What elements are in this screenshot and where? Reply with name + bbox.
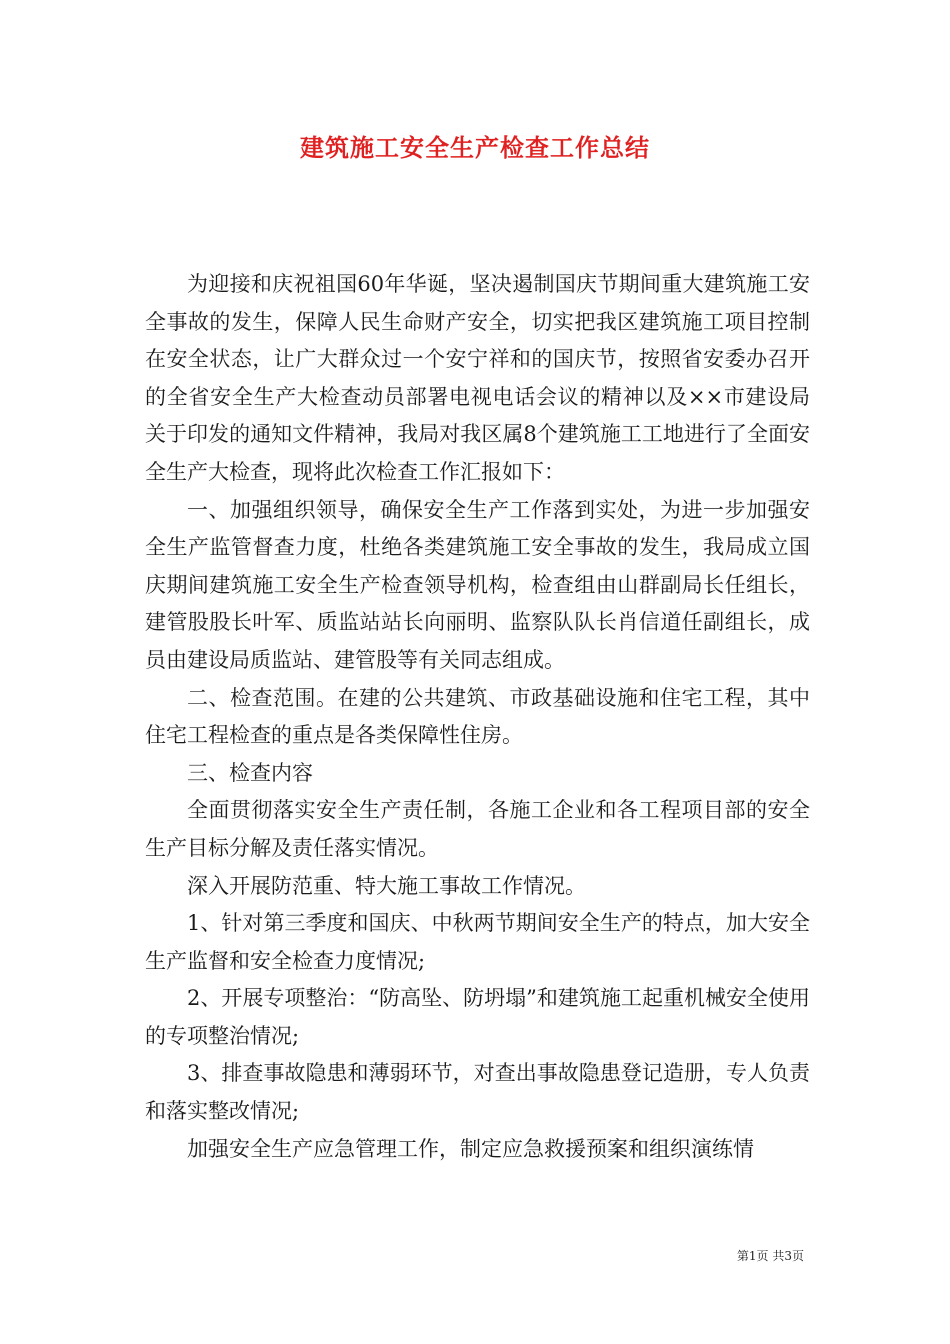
paragraph-intro: 为迎接和庆祝祖国60年华诞，坚决遏制国庆节期间重大建筑施工安全事故的发生，保障人民生命财产安全，切实把我区建筑施工项目控制在安全状态，让广大群众过一个安宁祥和的国庆节，按照省安委办召开的全省安全生产大检查动员部署电视电话会议的精神以及××市建设局关于印发的通知文件精神，我局对我区属8个建筑施工工地进行了全面安全生产大检查，现将此次检查工作汇报如下： bbox=[145, 272, 810, 484]
paragraph-scope: 二、检查范围。在建的公共建筑、市政基础设施和住宅工程，其中住宅工程检查的重点是各类保障性住房。 bbox=[145, 685, 810, 748]
document-body bbox=[145, 266, 810, 1168]
paragraph-item-3: 3、排查事故隐患和薄弱环节，对查出事故隐患登记造册，专人负责和落实整改情况; bbox=[145, 1061, 810, 1124]
paragraph-responsibility: 全面贯彻落实安全生产责任制，各施工企业和各工程项目部的安全生产目标分解及责任落实情况。 bbox=[145, 798, 810, 860]
document-title: 建筑施工安全生产检查工作总结 bbox=[300, 133, 650, 162]
paragraph-content-heading: 三、检查内容 bbox=[187, 760, 313, 785]
paragraph-prevention: 深入开展防范重、特大施工事故工作情况。 bbox=[187, 873, 586, 898]
paragraph-organization: 一、加强组织领导，确保安全生产工作落到实处，为进一步加强安全生产监管督查力度，杜绝各类建筑施工安全事故的发生，我局成立国庆期间建筑施工安全生产检查领导机构，检查组由山群副局长任组长，建管股股长叶军、质监站站长向丽明、监察队队长肖信道任副组长，成员由建设局质监站、建管股等有关同志组成。 bbox=[145, 497, 810, 672]
paragraph-item-1: 1、针对第三季度和国庆、中秋两节期间安全生产的特点，加大安全生产监督和安全检查力度情况; bbox=[145, 911, 810, 973]
page-number: 第1页 共3页 bbox=[736, 1249, 804, 1263]
paragraph-emergency: 加强安全生产应急管理工作，制定应急救援预案和组织演练情 bbox=[187, 1136, 754, 1161]
paragraph-item-2: 2、开展专项整治：“防高坠、防坍塌”和建筑施工起重机械安全使用的专项整治情况; bbox=[145, 986, 810, 1048]
